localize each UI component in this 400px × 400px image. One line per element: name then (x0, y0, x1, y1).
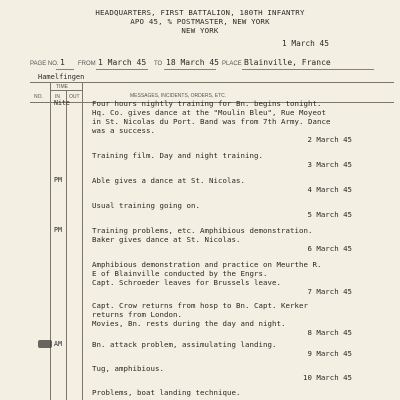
page-no-label: PAGE NO. (30, 61, 59, 67)
to-label: TO (154, 61, 163, 67)
entry-line: E of Blainville conducted by the Engrs. (92, 269, 268, 278)
entry-line: in St. Nicolas du Port. Band was from 7th Army. Dance (92, 117, 331, 126)
place-underline (242, 69, 374, 70)
entry-line: Baker gives dance at St. Nicolas. (92, 235, 241, 244)
entry-time: PM (54, 226, 62, 234)
header-line-3: NEW YORK (181, 26, 219, 35)
page-no-underline (56, 69, 74, 70)
col-rule-no (50, 82, 51, 400)
entry-line: Movies, Bn. rests during the day and night. (92, 319, 286, 328)
col-head-messages: MESSAGES, INCIDENTS, ORDERS, ETC. (130, 93, 227, 99)
continued-place: Hamelfingen (38, 73, 85, 81)
entry-date: 4 March 45 (307, 185, 352, 194)
header-line-1: HEADQUARTERS, FIRST BATTALION, 180TH INFANTRY (95, 8, 305, 17)
page-no-value: 1 (60, 58, 65, 67)
place-label: PLACE (222, 61, 242, 67)
to-date: 18 March 45 (166, 58, 219, 67)
entry-date: 9 March 45 (307, 349, 352, 358)
entry-line: Amphibious demonstration and practice on Meurthe R. (92, 260, 322, 269)
from-underline (96, 69, 148, 70)
entry-date: 8 March 45 (307, 328, 352, 337)
entry-line: Four hours nightly training for Bn. begins tonight. (92, 99, 322, 108)
col-head-time: TIME (56, 84, 68, 90)
to-underline (164, 69, 216, 70)
entry-date: 7 March 45 (307, 287, 352, 296)
entry-time: Nite (54, 99, 70, 107)
entry-line: Training problems, etc. Amphibious demonstration. (92, 226, 313, 235)
ink-smudge (38, 340, 52, 348)
from-label: FROM (78, 61, 96, 67)
place-value: Blainville, France (244, 58, 331, 67)
entry-line: Training film. Day and night training. (92, 151, 263, 160)
entry-line: Tug, amphibious. (92, 364, 164, 373)
entry-line: Bn. attack problem, assimulating landing. (92, 340, 277, 349)
entry-line: Capt. Schroeder leaves for Brussels leave. (92, 278, 281, 287)
col-head-in: IN (55, 94, 60, 100)
entry-line: Able gives a dance at St. Nicolas. (92, 176, 245, 185)
entry-date: 5 March 45 (307, 210, 352, 219)
entry-date: 3 March 45 (307, 160, 352, 169)
col-rule-in (66, 90, 67, 400)
col-head-out: OUT (69, 94, 80, 100)
entry-date: 2 March 45 (307, 135, 352, 144)
col-head-no: NO. (34, 94, 43, 100)
entry-date: 10 March 45 (303, 373, 352, 382)
time-sub-rule (50, 90, 82, 91)
entry-time: AM (54, 340, 62, 348)
entry-line: Problems, boat landing technique. (92, 388, 241, 397)
top-date: 1 March 45 (282, 39, 329, 48)
entry-line: was a success. (92, 126, 155, 135)
from-date: 1 March 45 (98, 58, 147, 67)
entry-line: returns from London. (92, 310, 182, 319)
entry-line: Capt. Crow returns from hosp to Bn. Capt. Kerker (92, 301, 308, 310)
col-rule-out (82, 82, 83, 400)
entry-line: Hq. Co. gives dance at the "Moulin Bleu", Rue Moyeot (92, 108, 326, 117)
entry-line: Usual training going on. (92, 201, 200, 210)
table-top-rule (30, 82, 394, 83)
entry-time: PM (54, 176, 62, 184)
header-line-2: APO 45, % POSTMASTER, NEW YORK (130, 17, 270, 26)
entry-date: 6 March 45 (307, 244, 352, 253)
